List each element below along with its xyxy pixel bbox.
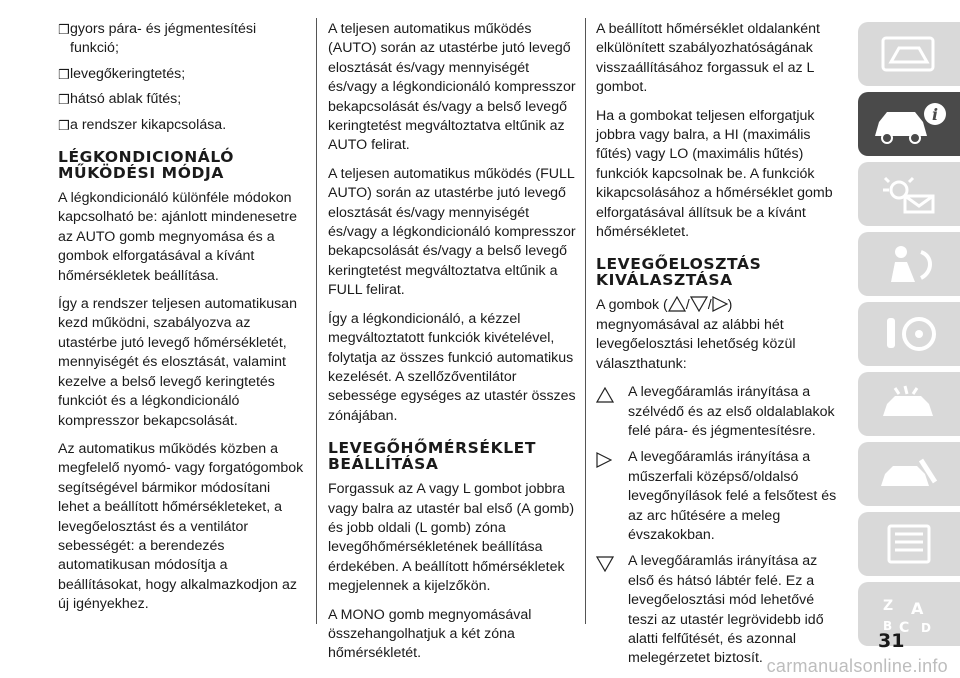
section-heading-ac-modes: LÉGKONDICIONÁLÓ MŰKÖDÉSI MÓDJA (58, 148, 235, 183)
tab-starting-driving[interactable] (858, 302, 960, 366)
svg-text:C: C (899, 620, 910, 636)
bullet-item (58, 90, 304, 109)
paragraph: A teljesen automatikus működés (AUTO) során az utastérbe jutó levegő elosztását és/vagy mennyiségét és/vagy a légkondicionáló kompresszor bekapcsolását és/vagy a belső levegő keringtetést megváltoztatva eltűnik az AUTO felirat. (328, 21, 576, 154)
windshield-vent-icon (596, 387, 614, 403)
section-heading-temperature: LEVEGŐHŐMÉRSÉKLET BEÁLLÍTÁSA (328, 439, 537, 474)
paragraph: A MONO gomb megnyomásával összehangolhatjuk a két zóna hőmérsékletét. (328, 606, 532, 662)
tab-index[interactable] (858, 582, 960, 646)
svg-text:Z: Z (883, 598, 894, 614)
column-3 (596, 20, 846, 676)
paragraph: A beállított hőmérséklet oldalanként elkülönített szabályozhatóságának visszaállításához forgassuk el az L gombot. (596, 21, 820, 96)
bullet-item (58, 65, 304, 84)
paragraph: A légkondicionáló különféle módokon kapcsolható be: ajánlott mindenesetre az AUTO gomb megnyomása és a gombok elforgatásával a kívánt hőmérsékletek beállítása. (58, 190, 297, 284)
checkbox-bullet-icon: ❒ (58, 66, 70, 82)
bullet-text: a rendszer kikapcsolása. (70, 116, 227, 133)
paragraph: Így a rendszer teljesen automatikusan kezd működni, szabályozva az utastérbe jutó levegő hőmérsékletét, mennyiségét és elosztását, valamint kezelve a belső levegő keringtetés funkciót és a légkondicionáló kompresszor bekapcsolását. (58, 296, 297, 429)
tab-dashboard[interactable] (858, 22, 960, 86)
bullet-text: levegőkeringtetés; (70, 65, 186, 82)
paragraph: Az automatikus működés közben a megfelelő nyomó- vagy forgatógombok segítségével bármikor módosítani lehet a beállított hőmérsékleteket, a levegőelosztást és a ventilátor sebességét: a berendezés automatikusan módosítja a beállításokat, hogy alkalmazkodjon az új igényekhez. (58, 440, 304, 613)
distribution-mode-item (596, 448, 846, 545)
tab-emergency[interactable] (858, 372, 960, 436)
tab-technical-data[interactable] (858, 512, 960, 576)
feet-vent-icon (596, 556, 614, 572)
feet-vent-icon (690, 296, 708, 312)
face-vent-icon (596, 452, 612, 468)
car-info-icon (869, 100, 949, 148)
checkbox-bullet-icon: ❒ (58, 22, 70, 37)
mode-description: A levegőáramlás irányítása a szélvédő és az első oldalablakok felé pára- és jégmentesítésre. (628, 384, 835, 439)
tab-maintenance[interactable] (858, 442, 960, 506)
car-emergency-icon (877, 382, 941, 426)
svg-text:D: D (921, 621, 931, 635)
car-dashboard-icon (877, 32, 941, 76)
tab-car-info[interactable] (858, 92, 960, 156)
mode-description: A levegőáramlás irányítása a műszerfali középső/oldalsó levegőnyílások felé a felsőtest és az arc hűtésére a meleg évszakokban. (628, 449, 837, 543)
warning-light-envelope-icon (877, 172, 941, 216)
key-steering-wheel-icon (877, 312, 941, 356)
car-wrench-icon (877, 452, 941, 496)
bullet-text: hátsó ablak fűtés; (70, 91, 182, 108)
bullet-text: gyors pára- és jégmentesítési funkció; (70, 21, 257, 57)
checkbox-bullet-icon: ❒ (58, 92, 70, 108)
column-1 (58, 20, 304, 624)
svg-text:i: i (932, 105, 939, 124)
bullet-item (58, 20, 304, 59)
paragraph: Forgassuk az A vagy L gombot jobbra vagy balra az utastér bal első (A gomb) és jobb oldali (L gomb) zóna levegőhőmérsékletének beállítása érdekében. A beállított hőmérsékletek megjelennek a kijelzőkön. (328, 481, 575, 595)
svg-text:B: B (883, 619, 893, 633)
paragraph: A teljesen automatikus működés (FULL AUTO) során az utastérbe jutó levegő elosztását és/vagy mennyiségét és/vagy a légkondicionáló kompresszor bekapcsolását és/vagy a belső levegő keringtetést megváltoztatva eltűnik a FULL felirat. (328, 165, 576, 299)
bullet-item (58, 116, 304, 135)
column-divider (316, 18, 317, 624)
windshield-vent-icon (668, 296, 686, 312)
mode-description: A levegőáramlás irányítása az első és hátsó lábtér felé. Ez a levegőelosztási mód lehetővé teszi az utastér legrövidebb idő alatti felfűtését, és azonnal melegérzetet biztosít. (628, 553, 824, 667)
watermark-text: carmanualsonline.info (766, 656, 948, 676)
section-tabs (858, 22, 960, 652)
section-heading-air-distribution: LEVEGŐELOSZTÁS KIVÁLASZTÁSA (596, 255, 762, 290)
distribution-mode-item (596, 552, 846, 668)
column-divider (585, 18, 586, 624)
technical-data-list-icon (877, 522, 941, 566)
tab-lights-messages[interactable] (858, 162, 960, 226)
airbag-seatbelt-icon (877, 242, 941, 286)
paragraph-intro: A gombok ( / / ) megnyomásával az alábbi hét levegőelosztási lehetőség közül választhatunk: (596, 297, 796, 372)
page-number: 31 (878, 630, 905, 652)
tab-safety[interactable] (858, 232, 960, 296)
checkbox-bullet-icon: ❒ (58, 117, 70, 133)
distribution-mode-item (596, 383, 846, 441)
paragraph: Ha a gombokat teljesen elforgatjuk jobbra vagy balra, a HI (maximális fűtés) vagy LO (maximális hűtés) funkciók kapcsolnak be. A funkciók kikapcsolásához a hőmérséklet gomb elforgatásával állítsuk be a kívánt hőmérsékletet. (596, 107, 833, 241)
paragraph: Így a légkondicionáló, a kézzel megváltoztatott funkciók kivételével, folytatja az összes funkció automatikus kezelését. A szellőzőventilátor sebessége egységes az utastér összes zónájában. (328, 310, 576, 424)
column-2 (328, 20, 576, 673)
svg-text:A: A (911, 599, 924, 618)
face-vent-icon (712, 296, 728, 312)
